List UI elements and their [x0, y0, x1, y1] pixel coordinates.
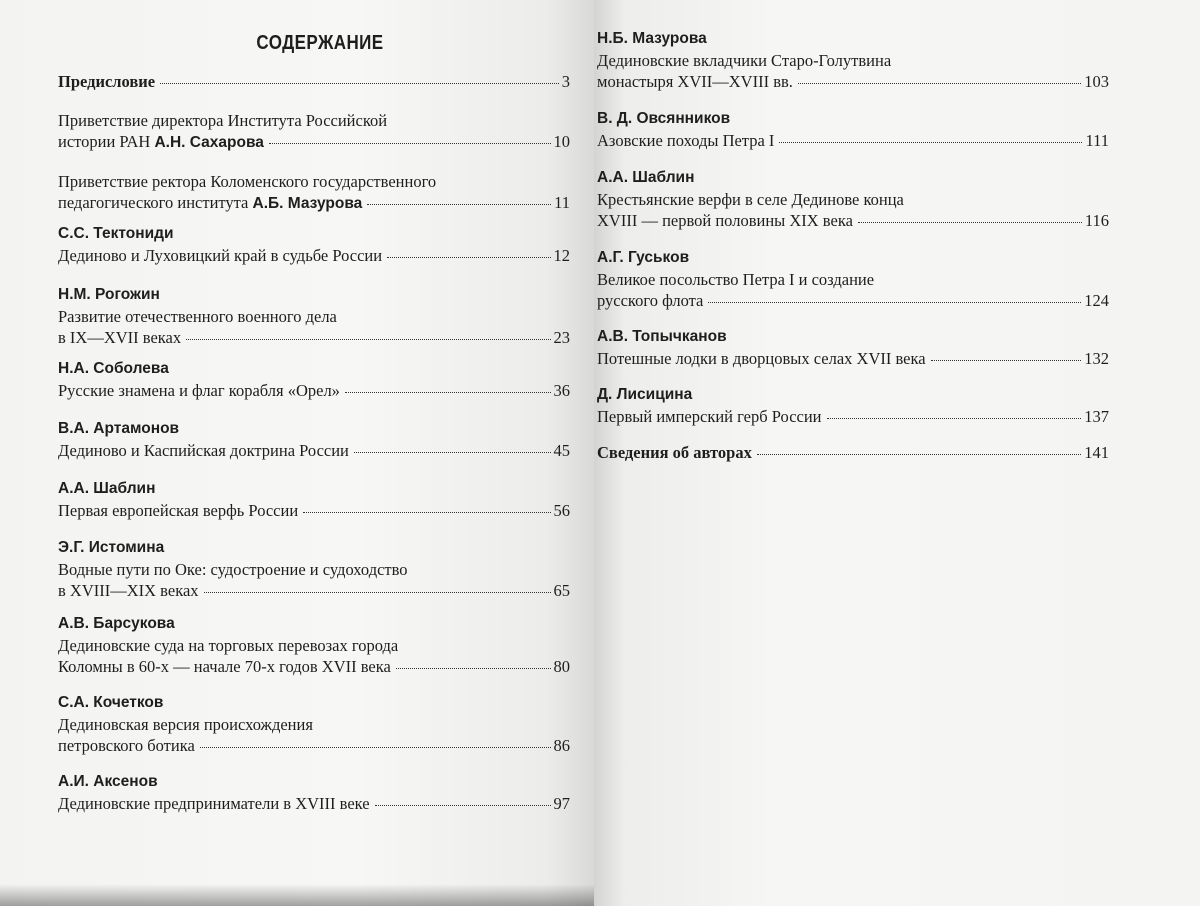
toc-page-number: 80: [553, 657, 570, 676]
toc-author: Н.М. Рогожин: [58, 286, 160, 303]
toc-entry: [597, 384, 1109, 427]
toc-page-number: 111: [1085, 131, 1109, 150]
toc-leader-dots: [931, 360, 1082, 361]
toc-title-text: монастыря XVII—XVIII вв.: [597, 72, 793, 91]
toc-page-number: 86: [553, 736, 570, 755]
toc-title-last-line: [597, 130, 1109, 151]
toc-author: А.Г. Гуськов: [597, 249, 690, 266]
toc-page-number: 65: [553, 581, 570, 600]
toc-title-text: Дединово и Луховицкий край в судьбе России: [58, 246, 383, 265]
toc-entry: [58, 71, 570, 92]
toc-title-last-line: [597, 406, 1109, 427]
toc-title-text: Сведения об авторах: [597, 443, 752, 462]
toc-title-text: Первая европейская верфь России: [58, 501, 299, 520]
toc-title-text: в XVIII—XIX веках: [58, 581, 199, 600]
toc-author: А.А. Шаблин: [58, 480, 156, 497]
toc-title-last-line: [597, 348, 1109, 369]
toc-title-name: А.Б. Мазурова: [252, 195, 363, 212]
toc-leader-dots: [303, 512, 550, 513]
toc-author: С.А. Кочетков: [58, 694, 164, 711]
toc-entry: [58, 223, 570, 266]
toc-leader-dots: [827, 418, 1082, 419]
toc-title-line: Водные пути по Оке: судостроение и судоходство: [58, 560, 408, 579]
toc-title-line: Приветствие ректора Коломенского государственного: [58, 172, 437, 191]
toc-page-number: 116: [1084, 211, 1109, 230]
toc-title-last-line: [58, 440, 570, 461]
toc-page-number: 36: [553, 381, 570, 400]
toc-leader-dots: [779, 142, 1082, 143]
toc-leader-dots: [375, 805, 551, 806]
toc-leader-dots: [757, 454, 1081, 455]
toc-leader-dots: [186, 339, 550, 340]
toc-leader-dots: [160, 83, 559, 84]
toc-entry: [58, 171, 570, 214]
toc-title-text: истории РАН: [58, 132, 151, 151]
toc-leader-dots: [858, 222, 1082, 223]
toc-title-text: Предисловие: [58, 72, 156, 91]
toc-title-line: Крестьянские верфи в селе Дединове конца: [597, 190, 904, 209]
toc-title-last-line: [58, 245, 570, 266]
toc-title-text: Азовские походы Петра I: [597, 131, 775, 150]
toc-entry: [58, 537, 570, 601]
toc-page-number: 45: [553, 441, 570, 460]
toc-leader-dots: [200, 747, 551, 748]
toc-author: В.А. Артамонов: [58, 420, 180, 437]
right-page: [594, 0, 1200, 906]
toc-entry: [597, 167, 1109, 231]
toc-title-last-line: [58, 380, 570, 401]
toc-title-last-line: [58, 327, 570, 348]
toc-title-last-line: [58, 71, 570, 92]
toc-page-number: 124: [1084, 291, 1109, 310]
toc-page-number: 141: [1084, 443, 1109, 462]
toc-entry: [58, 771, 570, 814]
toc-title-text: Русские знамена и флаг корабля «Орел»: [58, 381, 340, 400]
toc-title-last-line: [58, 735, 570, 756]
toc-page-number: 11: [554, 193, 570, 212]
toc-leader-dots: [269, 143, 551, 144]
toc-author: Н.Б. Мазурова: [597, 30, 707, 47]
toc-title-last-line: [597, 210, 1109, 231]
toc-title-text: Дединово и Каспийская доктрина России: [58, 441, 349, 460]
toc-page-number: 10: [553, 132, 570, 151]
toc-entry: [597, 326, 1109, 369]
toc-title-text: Первый имперский герб России: [597, 407, 822, 426]
toc-leader-dots: [396, 668, 551, 669]
toc-title-last-line: [58, 656, 570, 677]
toc-title-last-line: [597, 290, 1109, 311]
toc-author: А.И. Аксенов: [58, 773, 158, 790]
toc-title-text: Потешные лодки в дворцовых селах XVII века: [597, 349, 926, 368]
toc-title-last-line: [58, 131, 570, 153]
toc-title-last-line: [597, 442, 1109, 463]
toc-page-number: 23: [553, 328, 570, 347]
page-heading: СОДЕРЖАНИЕ: [256, 32, 384, 54]
toc-entry: [58, 692, 570, 756]
toc-title-text: Дединовские предприниматели в XVIII веке: [58, 794, 370, 813]
toc-entry: [58, 358, 570, 401]
toc-author: Э.Г. Истомина: [58, 539, 165, 556]
toc-page-number: 56: [553, 501, 570, 520]
toc-title-name: А.Н. Сахарова: [154, 134, 264, 151]
toc-entry: [597, 108, 1109, 151]
toc-page-number: 103: [1084, 72, 1109, 91]
toc-title-last-line: [58, 793, 570, 814]
toc-author: А.А. Шаблин: [597, 169, 695, 186]
toc-page-number: 3: [561, 72, 570, 91]
toc-author: Н.А. Соболева: [58, 360, 169, 377]
toc-title-last-line: [58, 500, 570, 521]
toc-entry: [597, 247, 1109, 311]
toc-author: Д. Лисицина: [597, 386, 693, 403]
toc-title-line: Приветствие директора Института Российской: [58, 111, 388, 130]
toc-title-last-line: [597, 71, 1109, 92]
toc-title-last-line: [58, 580, 570, 601]
toc-author: С.С. Тектониди: [58, 225, 174, 242]
toc-leader-dots: [367, 204, 551, 205]
toc-leader-dots: [345, 392, 551, 393]
toc-entry: [58, 418, 570, 461]
toc-entry: [597, 28, 1109, 92]
toc-page-number: 97: [553, 794, 570, 813]
toc-author: А.В. Барсукова: [58, 615, 175, 632]
toc-title-line: Великое посольство Петра I и создание: [597, 270, 875, 289]
toc-leader-dots: [354, 452, 551, 453]
toc-title-text: в IX—XVII веках: [58, 328, 182, 347]
toc-entry: [58, 613, 570, 677]
toc-title-line: Дединовские суда на торговых перевозах города: [58, 636, 399, 655]
toc-entry: [58, 110, 570, 153]
toc-title-line: Дединовские вкладчики Старо-Голутвина: [597, 51, 892, 70]
left-page: [0, 0, 594, 906]
toc-entry: [58, 284, 570, 348]
toc-leader-dots: [708, 302, 1081, 303]
toc-leader-dots: [204, 592, 551, 593]
toc-entry: [58, 478, 570, 521]
toc-title-text: Коломны в 60-х — начале 70-х годов XVII века: [58, 657, 391, 676]
toc-title-line: Дединовская версия происхождения: [58, 715, 313, 734]
toc-title-text: петровского ботика: [58, 736, 195, 755]
toc-author: В. Д. Овсянников: [597, 110, 731, 127]
toc-leader-dots: [798, 83, 1081, 84]
toc-title-text: русского флота: [597, 291, 704, 310]
toc-page-number: 132: [1084, 349, 1109, 368]
toc-title-last-line: [58, 192, 570, 214]
toc-leader-dots: [387, 257, 550, 258]
toc-page-number: 137: [1084, 407, 1109, 426]
toc-page-number: 12: [553, 246, 570, 265]
page-edge-shadow: [0, 884, 594, 906]
toc-title-text: XVIII — первой половины XIX века: [597, 211, 853, 230]
toc-title-text: педагогического института: [58, 193, 249, 212]
toc-title-line: Развитие отечественного военного дела: [58, 307, 337, 326]
toc-entry: [597, 442, 1109, 463]
toc-author: А.В. Топычканов: [597, 328, 727, 345]
